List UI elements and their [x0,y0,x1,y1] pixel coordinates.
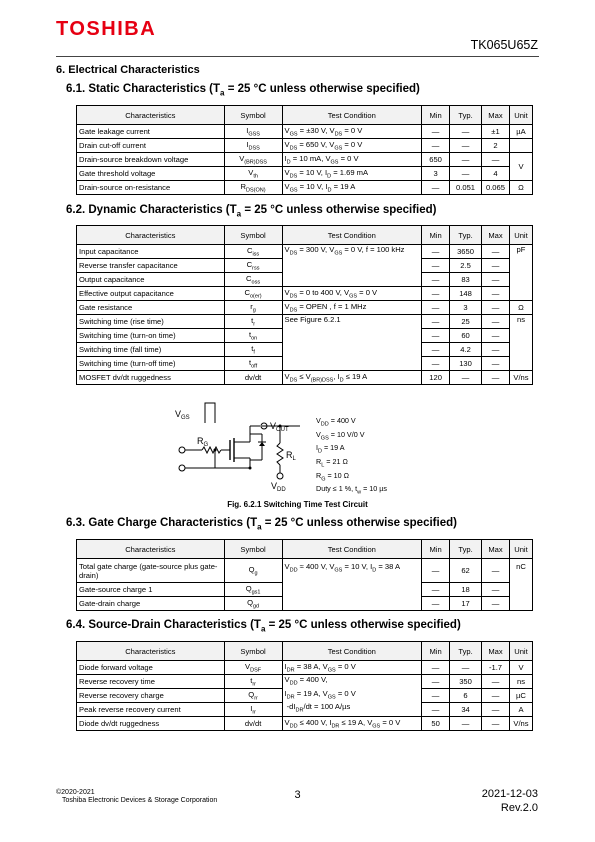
typ-cell: 62 [450,559,482,583]
min-cell: 3 [422,167,450,181]
table-row [77,139,533,153]
typ-cell: 25 [450,315,482,329]
typ-cell: — [450,371,482,385]
col-max: Max [482,540,510,559]
gate-charge-table [76,539,533,611]
table-row [77,559,533,583]
test-condition-cell: $V_{DD} = 400$ V, $I_{DR} = 19$ A, $V_{GS} = 0$ V $-dI_{DR}/dt = 100$ A/µs [282,675,422,717]
characteristic-cell: Reverse recovery charge [77,689,225,703]
characteristic-cell: MOSFET dv/dt ruggedness [77,371,225,385]
col-test-condition: Test Condition [282,226,422,245]
typ-cell: 6 [450,689,482,703]
symbol-cell: $V_{DSF}$ [224,661,282,675]
table-header-row [77,540,533,559]
section-title: 6. Electrical Characteristics [56,64,200,76]
min-cell: — [422,259,450,273]
characteristic-cell: Diode dv/dt ruggedness [77,717,225,731]
col-min: Min [422,106,450,125]
symbol-cell: $Q_{gs1}$ [224,583,282,597]
typ-cell: 34 [450,703,482,717]
min-cell: — [422,181,450,195]
min-cell: — [422,689,450,703]
col-test-condition: Test Condition [282,540,422,559]
characteristic-cell: Gate resistance [77,301,225,315]
typ-cell: 60 [450,329,482,343]
col-min: Min [422,642,450,661]
typ-cell: — [450,139,482,153]
typ-cell: — [450,661,482,675]
min-cell: — [422,559,450,583]
unit-cell: ns [509,675,532,689]
min-cell: — [422,583,450,597]
test-condition-cell: $V_{DS}$ = OPEN , f = 1 MHz [282,301,422,315]
min-cell: — [422,675,450,689]
max-cell: — [482,259,510,273]
characteristic-cell: Drain-source breakdown voltage [77,153,225,167]
min-cell: — [422,245,450,259]
col-unit: Unit [509,540,532,559]
table-row [77,717,533,731]
figure-caption: Fig. 6.2.1 Switching Time Test Circuit [227,500,368,509]
characteristic-cell: Reverse transfer capacitance [77,259,225,273]
test-condition-line: $R_G = 10$ Ω [316,470,350,482]
typ-cell: 83 [450,273,482,287]
test-condition-line: $I_D = 19$ A [316,443,345,455]
col-symbol: Symbol [224,106,282,125]
table-row [77,153,533,167]
min-cell: — [422,661,450,675]
typ-cell: — [450,167,482,181]
col-characteristics: Characteristics [77,540,225,559]
col-typ: Typ. [450,540,482,559]
symbol-cell: $I_{rr}$ [224,703,282,717]
unit-cell: V/ns [509,371,532,385]
characteristic-cell: Switching time (rise time) [77,315,225,329]
characteristic-cell: Input capacitance [77,245,225,259]
table-row [77,125,533,139]
symbol-cell: $Q_g$ [224,559,282,583]
rl-label: $R_L$ [286,450,296,462]
table-row [77,661,533,675]
col-max: Max [482,226,510,245]
typ-cell: 17 [450,597,482,611]
table-row [77,301,533,315]
test-condition-cell: $I_D = 10$ mA, $V_{GS} = 0$ V [282,153,422,167]
symbol-cell: $V_{th}$ [224,167,282,181]
test-condition-cell: $V_{DS} = 300$ V, $V_{GS} = 0$ V, f = 100 kHz [282,245,422,287]
min-cell: — [422,357,450,371]
test-condition-cell: $V_{GS} = 10$ V, $I_D = 19$ A [282,181,422,195]
max-cell: — [482,371,510,385]
max-cell: — [482,675,510,689]
symbol-cell: $C_{iss}$ [224,245,282,259]
unit-cell: nC [509,559,532,611]
test-condition-line: $V_{DD} = 400$ V [316,416,356,428]
symbol-cell: $I_{DSS}$ [224,139,282,153]
symbol-cell: $Q_{rr}$ [224,689,282,703]
col-typ: Typ. [450,642,482,661]
col-characteristics: Characteristics [77,106,225,125]
static-characteristics-table [76,105,533,195]
table-row [77,287,533,301]
min-cell: — [422,125,450,139]
max-cell: — [482,717,510,731]
source-drain-table [76,641,533,731]
col-unit: Unit [509,106,532,125]
table-row [77,181,533,195]
table-row [77,675,533,689]
typ-cell: — [450,125,482,139]
test-condition-cell: $V_{DS} = 0$ to 400 V, $V_{GS} = 0$ V [282,287,422,301]
rl-resistor [277,443,283,465]
test-condition-line: Duty ≤ 1 %, $t_w = 10$ µs [316,484,387,496]
table-row [77,371,533,385]
characteristic-cell: Drain-source on-resistance [77,181,225,195]
table-row [77,315,533,329]
unit-cell: pF [509,245,532,301]
footer-date: 2021-12-03 [481,788,538,800]
symbol-cell: $C_{oss}$ [224,273,282,287]
symbol-cell: $I_{GSS}$ [224,125,282,139]
typ-cell: 18 [450,583,482,597]
table-header-row [77,642,533,661]
symbol-cell: dv/dt [224,717,282,731]
footer-revision: Rev.2.0 [500,802,538,814]
characteristic-cell: Reverse recovery time [77,675,225,689]
table-row [77,245,533,259]
test-conditions [316,416,387,498]
toshiba-logo: TOSHIBA [56,18,157,40]
characteristic-cell: Drain cut-off current [77,139,225,153]
characteristic-cell: Effective output capacitance [77,287,225,301]
test-condition-cell: See Figure 6.2.1 [282,315,422,371]
typ-cell: 4.2 [450,343,482,357]
typ-cell: 3650 [450,245,482,259]
unit-cell: V/ns [509,717,532,731]
col-symbol: Symbol [224,642,282,661]
test-condition-cell: $I_{DR} = 38$ A, $V_{GS} = 0$ V [282,661,422,675]
min-cell: — [422,273,450,287]
col-test-condition: Test Condition [282,106,422,125]
characteristic-cell: Switching time (turn-on time) [77,329,225,343]
characteristic-cell: Gate leakage current [77,125,225,139]
test-condition-cell: $V_{DS} = 10$ V, $I_D = 1.69$ mA [282,167,422,181]
max-cell: — [482,343,510,357]
min-cell: — [422,329,450,343]
table-header-row [77,226,533,245]
table-row [77,167,533,181]
characteristic-cell: Switching time (turn-off time) [77,357,225,371]
min-cell: — [422,343,450,357]
s64-title: 6.4. Source-Drain Characteristics ($T_a = 25$ °C unless otherwise specified) [66,619,461,634]
characteristic-cell: Gate-source charge 1 [77,583,225,597]
max-cell: — [482,689,510,703]
max-cell: — [482,703,510,717]
min-cell: — [422,287,450,301]
max-cell: — [482,559,510,583]
max-cell: — [482,597,510,611]
col-characteristics: Characteristics [77,642,225,661]
col-unit: Unit [509,642,532,661]
test-condition-cell: $V_{DD} \approx 400$ V, $V_{GS} = 10$ V, $I_D = 38$ A [282,559,422,611]
col-min: Min [422,226,450,245]
unit-cell: Ω [509,181,532,195]
col-test-condition: Test Condition [282,642,422,661]
max-cell: — [482,583,510,597]
typ-cell: 350 [450,675,482,689]
min-cell: — [422,315,450,329]
s63-title: 6.3. Gate Charge Characteristics ($T_a = 25$ °C unless otherwise specified) [66,517,457,532]
test-condition-line: $V_{GS} = 10$ V/0 V [316,429,365,442]
min-cell: 120 [422,371,450,385]
symbol-cell: $r_g$ [224,301,282,315]
characteristic-cell: Peak reverse recovery current [77,703,225,717]
typ-cell: 148 [450,287,482,301]
symbol-cell: dv/dt [224,371,282,385]
symbol-cell: $t_{rr}$ [224,675,282,689]
col-min: Min [422,540,450,559]
table-header-row [77,106,533,125]
col-unit: Unit [509,226,532,245]
characteristic-cell: Switching time (fall time) [77,343,225,357]
col-symbol: Symbol [224,540,282,559]
characteristic-cell: Total gate charge (gate-source plus gate-drain) [77,559,225,583]
max-cell: — [482,245,510,259]
unit-cell: V [509,153,532,181]
max-cell: ±1 [482,125,510,139]
min-cell: — [422,301,450,315]
max-cell: 4 [482,167,510,181]
unit-cell: µC [509,689,532,703]
footer-copyright: ©2020-2021 [56,789,95,796]
max-cell: — [482,153,510,167]
characteristic-cell: Gate-drain charge [77,597,225,611]
unit-cell [509,139,532,153]
unit-cell: V [509,661,532,675]
page-number: 3 [294,789,301,801]
col-typ: Typ. [450,106,482,125]
typ-cell: — [450,153,482,167]
vout-label: $V_{OUT}$ [270,421,289,433]
footer-company: Toshiba Electronic Devices & Storage Corporation [62,797,218,804]
symbol-cell: $t_{on}$ [224,329,282,343]
test-condition-cell: $V_{DS} \le V_{(BR)DSS}$, $I_D \le 19$ A [282,371,422,385]
typ-cell: 0.051 [450,181,482,195]
max-cell: 0.065 [482,181,510,195]
col-max: Max [482,106,510,125]
typ-cell: 2.5 [450,259,482,273]
unit-cell: ns [509,315,532,371]
unit-cell: A [509,703,532,717]
col-characteristics: Characteristics [77,226,225,245]
symbol-cell: $C_{rss}$ [224,259,282,273]
test-condition-cell: $V_{GS} = \pm 30$ V, $V_{DS} = 0$ V [282,125,422,139]
s62-title: 6.2. Dynamic Characteristics ($T_a = 25$ °C unless otherwise specified) [66,204,437,219]
rg-label: $R_G$ [197,436,209,448]
max-cell: — [482,287,510,301]
max-cell: — [482,301,510,315]
characteristic-cell: Output capacitance [77,273,225,287]
characteristic-cell: Gate threshold voltage [77,167,225,181]
part-number: TK065U65Z [470,38,538,52]
typ-cell: 3 [450,301,482,315]
header-divider [56,56,539,57]
max-cell: — [482,315,510,329]
min-cell: 650 [422,153,450,167]
min-cell: — [422,139,450,153]
max-cell: — [482,329,510,343]
gate-pulse-waveform [205,403,215,423]
unit-cell: µA [509,125,532,139]
min-cell: — [422,597,450,611]
test-condition-cell: $V_{DD} \le 400$ V, $I_{DR} \le 19$ A, $V_{GS} = 0$ V [282,717,422,731]
unit-cell: Ω [509,301,532,315]
symbol-cell: $t_r$ [224,315,282,329]
symbol-cell: $R_{DS(ON)}$ [224,181,282,195]
symbol-cell: $Q_{gd}$ [224,597,282,611]
test-condition-line: $R_L = 21$ Ω [316,456,348,469]
max-cell: 2 [482,139,510,153]
vgs-label: $V_{GS}$ [175,409,190,421]
s61-title: 6.1. Static Characteristics ($T_a = 25$ °C unless otherwise specified) [66,83,420,98]
symbol-cell: $C_{o(er)}$ [224,287,282,301]
characteristic-cell: Diode forward voltage [77,661,225,675]
max-cell: — [482,357,510,371]
test-condition-cell: $V_{DS} = 650$ V, $V_{GS} = 0$ V [282,139,422,153]
col-max: Max [482,642,510,661]
vdd-label: $V_{DD}$ [271,481,286,493]
symbol-cell: $V_{(BR)DSS}$ [224,153,282,167]
symbol-cell: $t_{off}$ [224,357,282,371]
typ-cell: — [450,717,482,731]
col-symbol: Symbol [224,226,282,245]
max-cell: — [482,273,510,287]
typ-cell: 130 [450,357,482,371]
min-cell: — [422,703,450,717]
dynamic-characteristics-table [76,225,533,385]
max-cell: -1.7 [482,661,510,675]
min-cell: 50 [422,717,450,731]
col-typ: Typ. [450,226,482,245]
symbol-cell: $t_f$ [224,343,282,357]
